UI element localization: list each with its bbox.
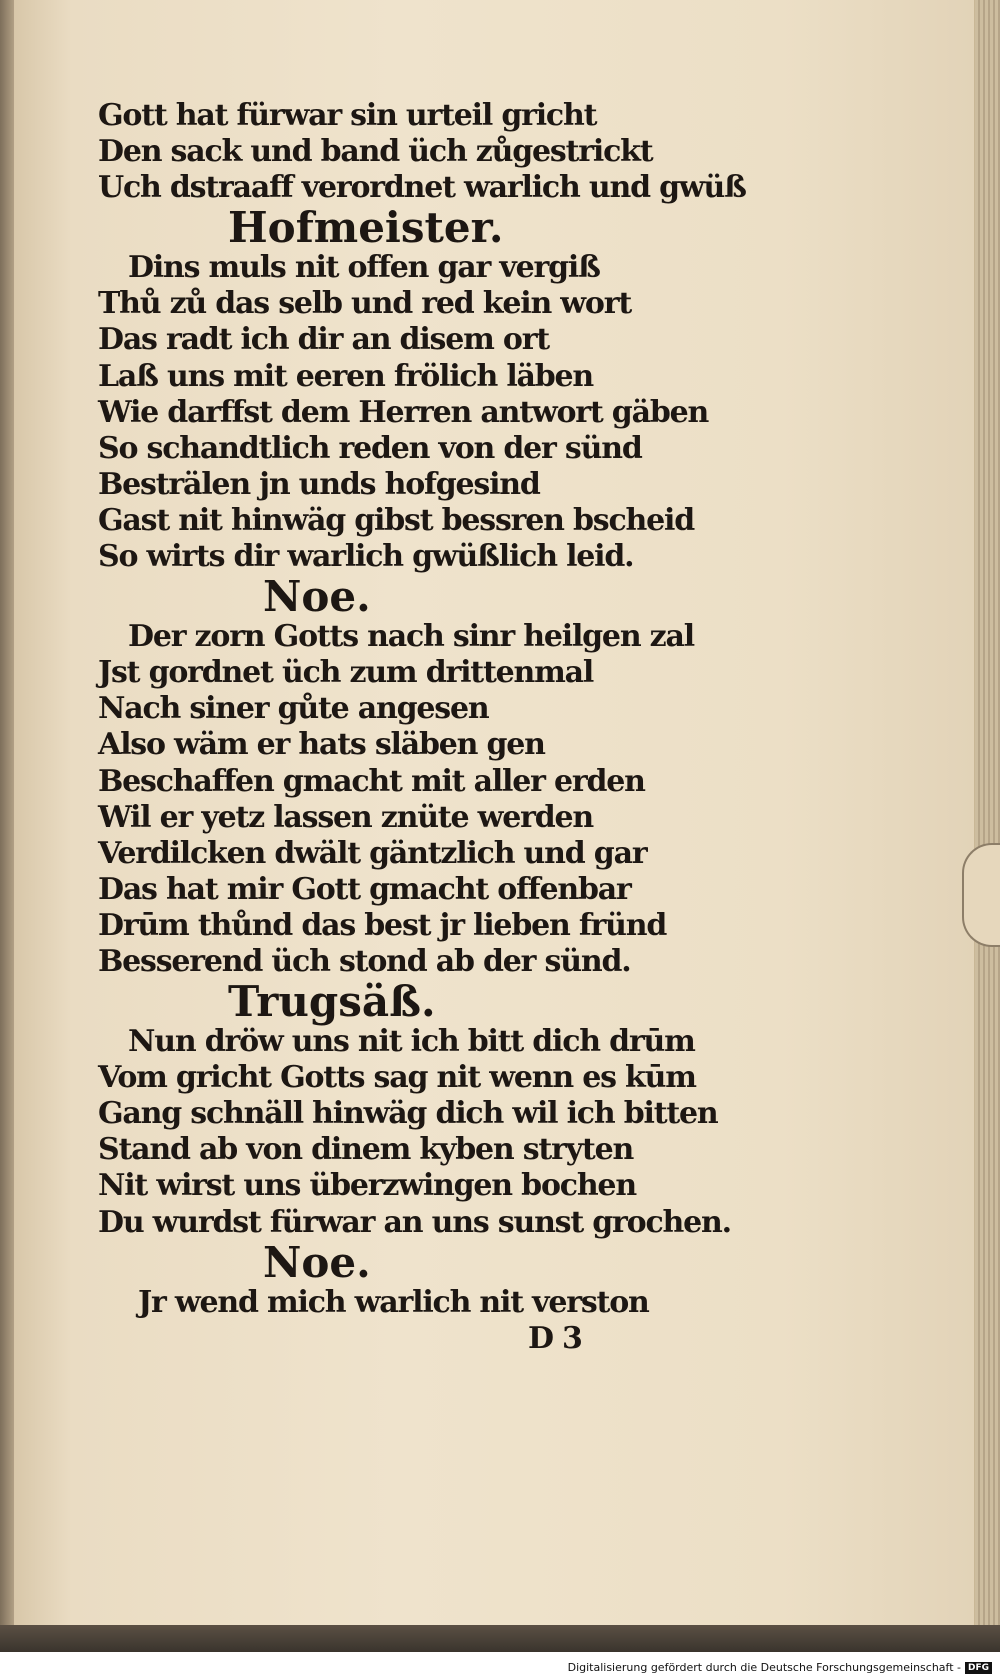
dfg-logo: DFG: [965, 1662, 992, 1674]
verse-line: Den sack und band üch zůgestrickt: [98, 134, 653, 170]
page-edges: [975, 0, 1000, 1640]
verse-line: Jr wend mich warlich nit verston: [138, 1284, 649, 1320]
speaker-heading: Noe.: [263, 572, 371, 622]
verse-line: So wirts dir warlich gwüßlich leid.: [98, 539, 634, 575]
speaker-heading: Trugsäß.: [228, 977, 436, 1027]
verse-line: Vom gricht Gotts sag nit wenn es kūm: [98, 1060, 696, 1096]
verse-line: Das hat mir Gott gmacht offenbar: [98, 871, 631, 907]
verse-line: Laß uns mit eeren frölich läben: [98, 358, 594, 394]
verse-line: Das radt ich dir an disem ort: [98, 322, 549, 358]
verse-line: Also wäm er hats släben gen: [98, 727, 545, 763]
page-tab: [962, 843, 1000, 947]
verse-line: Jst gordnet üch zum drittenmal: [98, 655, 594, 691]
signature-mark: D 3: [528, 1320, 582, 1356]
digitization-credit: [568, 1661, 992, 1674]
verse-line: Du wurdst fürwar an uns sunst grochen.: [98, 1204, 731, 1240]
verse-line: Dins muls nit offen gar vergiß: [128, 250, 600, 286]
verse-text: [98, 98, 746, 1357]
speaker-heading: Noe.: [263, 1237, 371, 1287]
verse-line: Verdilcken dwält gäntzlich und gar: [98, 835, 647, 871]
verse-line: Gott hat fürwar sin urteil gricht: [98, 98, 597, 133]
verse-line: Wie darffst dem Herren antwort gäben: [98, 394, 709, 430]
verse-line: Uch dstraaff verordnet warlich und gwüß: [98, 170, 746, 206]
verse-line: Wil er yetz lassen znüte werden: [98, 799, 593, 835]
verse-line: Gang schnäll hinwäg dich wil ich bitten: [98, 1096, 718, 1132]
speaker-heading: Hofmeister.: [228, 203, 504, 253]
verse-line: Der zorn Gotts nach sinr heilgen zal: [128, 619, 694, 655]
verse-line: Nit wirst uns überzwingen bochen: [98, 1168, 636, 1204]
verse-line: Besserend üch stond ab der sünd.: [98, 943, 631, 979]
verse-line: Nun dröw uns nit ich bitt dich drūm: [128, 1024, 695, 1060]
verse-line: Nach siner gůte angesen: [98, 691, 489, 727]
verse-line: So schandtlich reden von der sünd: [98, 430, 642, 466]
verse-line: Gast nit hinwäg gibst bessren bscheid: [98, 502, 695, 538]
verse-line: Thů zů das selb und red kein wort: [98, 286, 632, 322]
verse-line: Besträlen jn unds hofgesind: [98, 466, 540, 502]
credit-text: Digitalisierung gefördert durch die Deutsche Forschungsgemeinschaft -: [567, 1661, 961, 1674]
scan-bottom-edge: [0, 1625, 1000, 1652]
verse-line: Stand ab von dinem kyben stryten: [98, 1132, 634, 1168]
verse-line: Beschaffen gmacht mit aller erden: [98, 763, 645, 799]
verse-line: Drūm thůnd das best jr lieben fründ: [98, 907, 667, 943]
